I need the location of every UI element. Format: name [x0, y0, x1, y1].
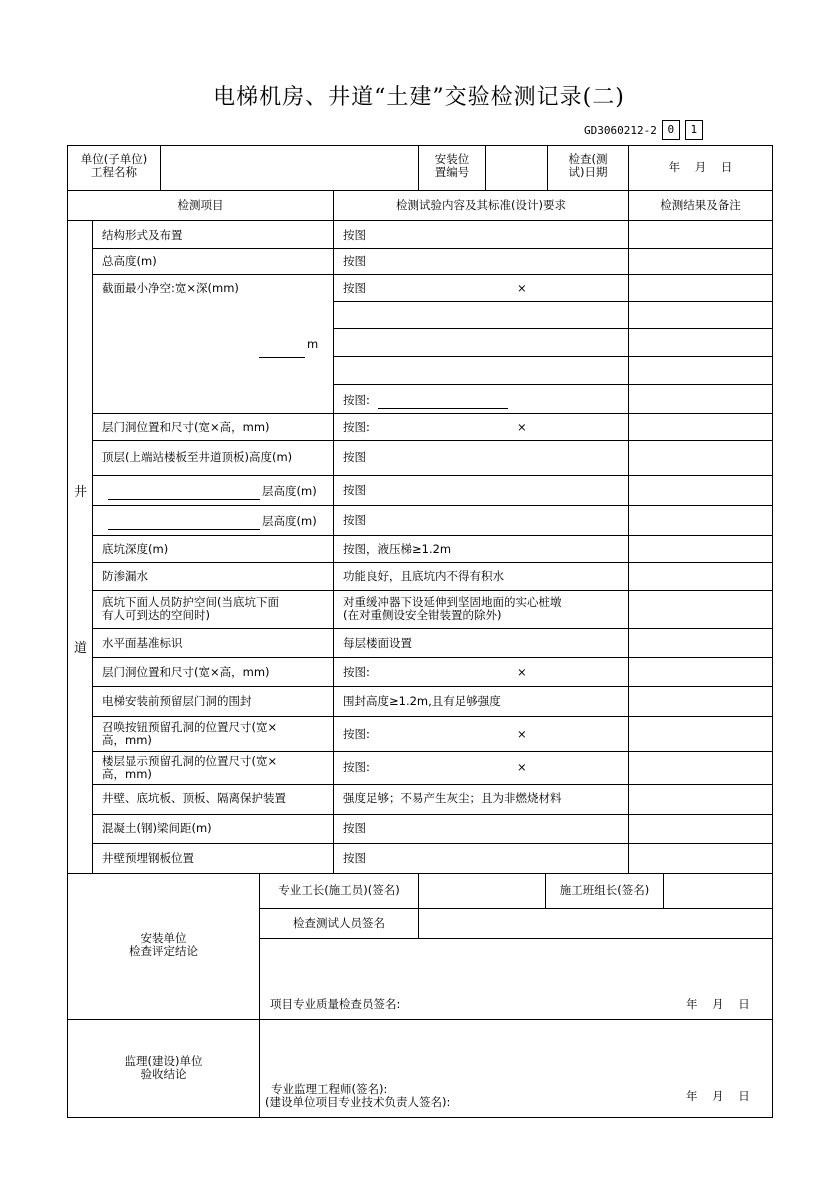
install-unit-label-line-2: 检查评定结论	[129, 944, 198, 958]
supervision-label-line-2: 验收结论	[140, 1067, 187, 1081]
row-item: 井壁、底坑板、顶板、隔离保护装置	[102, 791, 286, 805]
row-item: 防渗漏水	[102, 569, 148, 583]
row-times-mark: ×	[517, 420, 527, 434]
unit-name-label-line-2: 工程名称	[91, 165, 137, 179]
install-unit-label-line-1: 安装单位	[140, 931, 187, 945]
form-code	[584, 120, 703, 140]
check-date-label	[548, 153, 628, 179]
row-unit: m	[307, 337, 319, 351]
qc-date[interactable]: 年 月 日	[686, 997, 750, 1011]
row-item: 结构形式及布置	[102, 228, 183, 242]
row-item	[102, 596, 279, 622]
tester-signature-field[interactable]	[420, 911, 770, 935]
row-item: 底坑深度(m)	[102, 542, 169, 556]
check-date-label-line-1: 检查(测	[568, 152, 608, 166]
supervision-label-line-1: 监理(建设)单位	[124, 1054, 203, 1068]
row-item-line-1: 底坑下面人员防护空间(当底坑下面	[102, 595, 279, 609]
row-item: 层门洞位置和尺寸(宽×高，mm)	[102, 420, 270, 434]
row-times-mark: ×	[517, 727, 527, 741]
row-item-line-2: 高，mm)	[102, 767, 152, 781]
row-item-line-1: 楼层显示预留孔洞的位置尺寸(宽×	[102, 754, 278, 768]
form-code-box-2[interactable]: 1	[685, 120, 703, 140]
row-item: 混凝土(钢)梁间距(m)	[102, 821, 212, 835]
form-code-prefix: GD3060212-2	[584, 123, 657, 137]
row-item: 水平面基准标识	[102, 636, 183, 650]
install-unit-conclusion-label	[68, 932, 259, 958]
side-label-shaft-bottom: 道	[74, 641, 88, 656]
engineer-label-line-1: 专业监理工程师(签名):	[271, 1082, 388, 1096]
row-requirement: 强度足够；不易产生灰尘；且为非燃烧材料	[343, 791, 562, 805]
foreman-label: 专业工长(施工员)(签名)	[278, 883, 400, 897]
qc-inspector-label: 项目专业质量检查员签名:	[270, 997, 401, 1011]
row-requirement: 按图	[343, 281, 366, 295]
row-requirement: 按图:	[343, 665, 370, 679]
row-requirement: 功能良好，且底坑内不得有积水	[343, 569, 504, 583]
row-requirement: 围封高度≥1.2m,且有足够强度	[343, 694, 501, 708]
row-item-line-1: 召唤按钮预留孔洞的位置尺寸(宽×	[102, 720, 278, 734]
row-requirement: 按图	[343, 228, 366, 242]
col-header-requirement: 检测试验内容及其标准(设计)要求	[396, 198, 566, 212]
unit-name-label	[68, 153, 160, 179]
tester-label: 检查测试人员签名	[293, 916, 385, 930]
row-item: 电梯安装前预留层门洞的围封	[102, 694, 252, 708]
row-item: 截面最小净空:宽×深(mm)	[102, 281, 239, 295]
col-header-result: 检测结果及备注	[660, 198, 741, 212]
row-item: 层门洞位置和尺寸(宽×高，mm)	[102, 665, 270, 679]
side-label-shaft-top: 井	[74, 485, 88, 500]
supervision-conclusion-label	[68, 1055, 259, 1081]
row-requirement-line-2: (在对重侧设安全钳装置的除外)	[343, 608, 502, 622]
row-requirement	[343, 596, 562, 622]
check-date-field[interactable]: 年 月 日	[668, 160, 733, 174]
install-position-label	[419, 153, 485, 179]
row-times-mark: ×	[517, 281, 527, 295]
install-position-label-line-1: 安装位	[434, 152, 470, 166]
install-position-label-line-2: 置编号	[434, 165, 470, 179]
row-requirement: 按图	[343, 450, 366, 464]
row-requirement: 按图，液压梯≥1.2m	[343, 542, 452, 556]
row-requirement: 按图:	[343, 420, 370, 434]
row-requirement: 按图	[343, 513, 366, 527]
col-header-item: 检测项目	[177, 198, 224, 212]
form-code-box-1[interactable]: 0	[662, 120, 680, 140]
row-requirement: 按图:	[343, 760, 370, 774]
row-item	[102, 755, 277, 781]
page-title: 电梯机房、井道“土建”交验检测记录(二)	[213, 85, 625, 110]
row-item: 层高度(m)	[262, 514, 317, 528]
foreman-signature-field[interactable]	[420, 878, 543, 904]
blank-underline[interactable]	[259, 357, 305, 358]
check-date-label-line-2: 试)日期	[568, 165, 608, 179]
supervision-date[interactable]: 年 月 日	[686, 1089, 750, 1103]
unit-name-field[interactable]	[162, 150, 416, 188]
row-item: 井壁预埋钢板位置	[102, 851, 194, 865]
install-position-field[interactable]	[487, 150, 545, 188]
row-requirement: 按图	[343, 254, 366, 268]
row-item: 顶层(上端站楼板至井道顶板)高度(m)	[102, 450, 293, 464]
team-leader-signature-field[interactable]	[665, 878, 770, 904]
row-requirement: 每层楼面设置	[343, 636, 412, 650]
row-item: 层高度(m)	[262, 484, 317, 498]
engineer-label-line-2: (建设单位项目专业技术负责人签名):	[265, 1095, 451, 1109]
row-requirement-line-1: 对重缓冲器下设延伸到坚固地面的实心桩墩	[343, 595, 562, 609]
row-requirement: 按图	[343, 483, 366, 497]
row-item-line-2: 有人可到达的空间时)	[102, 608, 210, 622]
team-leader-label: 施工班组长(签名)	[559, 883, 650, 897]
row-requirement: 按图:	[343, 393, 370, 407]
blank-underline[interactable]	[378, 408, 508, 409]
blank-underline[interactable]	[108, 499, 260, 500]
blank-underline[interactable]	[108, 529, 260, 530]
row-requirement: 按图:	[343, 727, 370, 741]
row-times-mark: ×	[517, 665, 527, 679]
row-times-mark: ×	[517, 760, 527, 774]
row-requirement: 按图	[343, 821, 366, 835]
row-item: 总高度(m)	[102, 254, 157, 268]
row-item	[102, 721, 277, 747]
row-item-line-2: 高，mm)	[102, 733, 152, 747]
unit-name-label-line-1: 单位(子单位)	[80, 152, 148, 166]
row-requirement: 按图	[343, 851, 366, 865]
engineer-signature-label	[265, 1083, 450, 1109]
